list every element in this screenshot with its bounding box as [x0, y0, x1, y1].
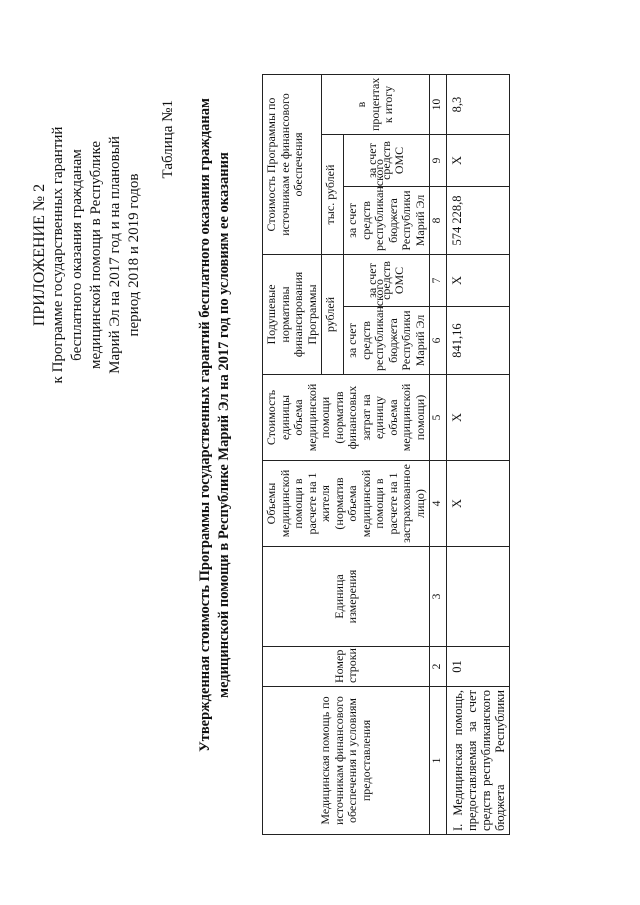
header-cell: Стоимость единицы объема медицинской помощи (норматив финансовых затрат на единицу объема медицинской помощи)	[263, 375, 430, 461]
row-cost-oms: Х	[446, 135, 509, 187]
column-number: 6	[430, 307, 447, 375]
table-title-line: Утвержденная стоимость Программы государственных гарантий бесплатного оказания гражданам	[197, 98, 213, 752]
appendix-line: медицинской помощи в Республике	[88, 140, 104, 370]
row-unit	[446, 547, 509, 647]
row-line-number: 01	[446, 647, 509, 687]
column-number: 5	[430, 375, 447, 461]
column-number-row	[430, 75, 447, 835]
appendix-line: Марий Эл на 2017 год и на плановый	[107, 136, 123, 374]
row-percent: 8,3	[446, 75, 509, 135]
table-title	[196, 45, 234, 805]
column-number: 4	[430, 461, 447, 547]
appendix-title: ПРИЛОЖЕНИЕ № 2	[31, 183, 48, 327]
column-number: 1	[430, 687, 447, 835]
table-title-line: медицинской помощи в Республике Марий Эл на 2017 год по условиям ее оказания	[216, 152, 232, 698]
header-cell: в процентах к итогу	[322, 75, 430, 135]
column-number: 7	[430, 255, 447, 307]
appendix-line: к Программе государственных гарантий	[50, 126, 66, 384]
appendix-line: бесплатного оказания гражданам	[69, 149, 85, 361]
header-cell: за счет средств ОМС	[344, 255, 430, 307]
table-number: Таблица №1	[160, 100, 176, 179]
header-cell: Номер строки	[263, 647, 430, 687]
appendix-header	[30, 90, 144, 420]
table-row	[446, 75, 509, 835]
header-group-cell: Подушевые нормативы финансирования Программы	[263, 255, 322, 375]
column-number: 2	[430, 647, 447, 687]
row-description: I. Медицинская помощь, предоставляемая за счет средств республиканского бюджета Республики	[446, 687, 509, 835]
header-unit-cell: рублей	[322, 255, 344, 375]
column-number: 8	[430, 187, 447, 255]
header-cell: Единица измерения	[263, 547, 430, 647]
row-volume: Х	[446, 461, 509, 547]
column-number: 3	[430, 547, 447, 647]
header-cell: Медицинская помощь по источникам финансового обеспечения и условиям предоставления	[263, 687, 430, 835]
cost-table	[262, 74, 510, 835]
appendix-line: период 2018 и 2019 годов	[126, 173, 142, 337]
column-number: 9	[430, 135, 447, 187]
row-cost-budget: 574 228,8	[446, 187, 509, 255]
column-number: 10	[430, 75, 447, 135]
header-group-cell: Стоимость Программы по источникам ее финансового обеспечения	[263, 75, 322, 255]
row-unit-cost: Х	[446, 375, 509, 461]
header-unit-cell: тыс. рублей	[322, 135, 344, 255]
header-cell: за счет средств республиканского бюджета Республики Марий Эл	[344, 187, 430, 255]
header-cell: Объемы медицинской помощи в расчете на 1 жителя (норматив объема медицинской помощи в расчете на 1 застрахованное лицо)	[263, 461, 430, 547]
row-per-capita-oms: Х	[446, 255, 509, 307]
header-cell: за счет средств республиканского бюджета Республики Марий Эл	[344, 307, 430, 375]
header-cell: за счет средств ОМС	[344, 135, 430, 187]
header-row	[263, 75, 322, 835]
row-per-capita-budget: 841,16	[446, 307, 509, 375]
